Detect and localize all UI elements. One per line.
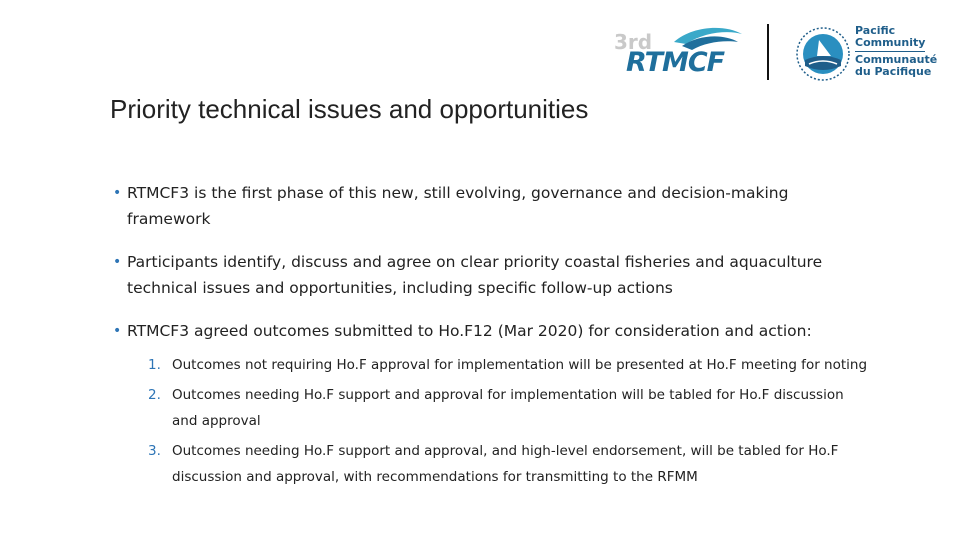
rtmcf-superscript: 3rd — [614, 30, 653, 54]
pacific-community-logo — [795, 22, 938, 84]
numbered-item — [148, 438, 868, 490]
spc-rule — [855, 51, 925, 52]
numbered-text: Outcomes not requiring Ho.F approval for implementation will be presented at Ho.F meeting for noting — [172, 357, 868, 373]
numbered-marker: 3. — [148, 443, 161, 459]
numbered-text: Outcomes needing Ho.F support and approval, and high-level endorsement, will be tabled for Ho.F discussion and approval, with recommendations for transmitting to the RFMM — [172, 443, 839, 485]
spc-line-3: Communauté — [855, 53, 938, 66]
bullet-item — [110, 318, 870, 344]
bullet-icon: • — [113, 323, 122, 339]
numbered-text: Outcomes needing Ho.F support and approval for implementation will be tabled for Ho.F discussion and approval — [172, 387, 844, 429]
spc-line-2: Community — [855, 36, 926, 49]
bullet-item — [110, 249, 870, 301]
bullet-icon: • — [113, 254, 122, 270]
numbered-item — [148, 352, 868, 378]
bullet-text: RTMCF3 agreed outcomes submitted to Ho.F12 (Mar 2020) for consideration and action: — [127, 322, 812, 340]
bullet-item — [110, 180, 870, 232]
numbered-item — [148, 382, 868, 434]
bullet-text: RTMCF3 is the first phase of this new, still evolving, governance and decision-making framework — [127, 184, 789, 228]
numbered-list — [148, 352, 868, 490]
spc-line-4: du Pacifique — [855, 65, 932, 78]
numbered-marker: 1. — [148, 357, 161, 373]
rtmcf-logo — [612, 22, 747, 80]
bullet-text: Participants identify, discuss and agree on clear priority coastal fisheries and aquaculture technical issues and opportunities, including specific follow-up actions — [127, 253, 823, 297]
spc-line-1: Pacific — [855, 24, 896, 37]
bullet-list — [110, 180, 870, 494]
rtmcf-wordmark: RTMCF — [626, 47, 725, 78]
logo-divider — [767, 24, 769, 80]
bullet-icon: • — [113, 185, 122, 201]
pacific-community-text — [855, 24, 938, 78]
pacific-community-emblem-icon — [795, 26, 851, 82]
slide-title: Priority technical issues and opportunities — [110, 94, 589, 124]
numbered-marker: 2. — [148, 387, 161, 403]
